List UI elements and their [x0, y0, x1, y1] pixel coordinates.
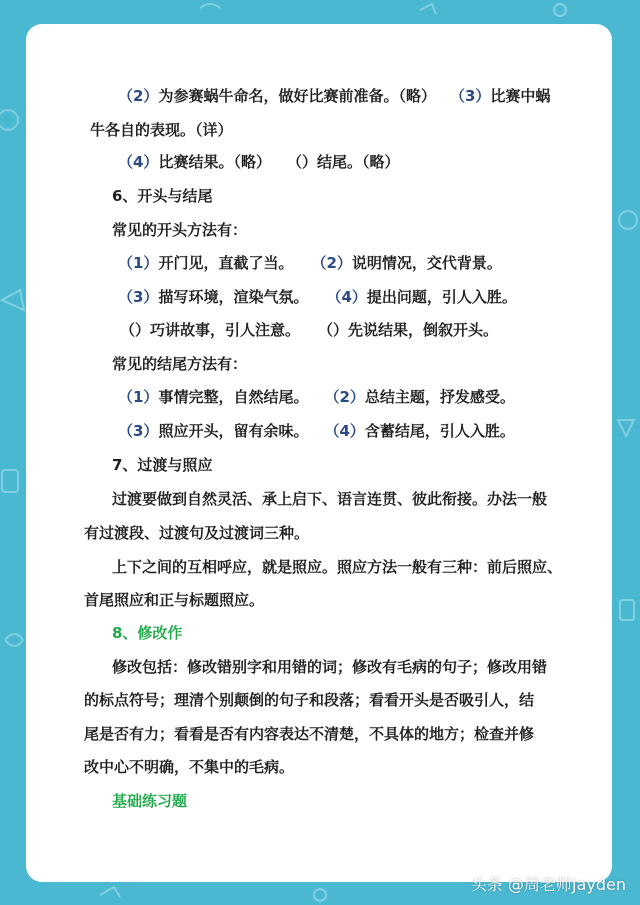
open-methods-title: 常见的开头方法有：	[112, 221, 248, 239]
item-number: （1）	[118, 254, 159, 272]
section-heading-7: 7、过渡与照应	[112, 456, 213, 474]
item-text: 事情完整，自然结尾。	[158, 388, 309, 406]
item-text: 提出问题，引人入胜。	[366, 288, 517, 306]
item-text: 开门见，直截了当。	[158, 254, 294, 272]
line-2: 牛各自的表现。（详）	[90, 121, 233, 139]
item-text: 比赛结果。（略）	[158, 153, 271, 171]
item-number: （2）	[118, 87, 159, 105]
open-row-1	[118, 253, 640, 273]
item-number: （4）	[326, 288, 367, 306]
item-text: 描写环境，渲染气氛。	[158, 288, 309, 306]
paragraph-echo-2: 首尾照应和正与标题照应。	[84, 591, 265, 609]
item-text: 总结主题，抒发感受。	[364, 388, 515, 406]
open-row-2	[118, 287, 640, 307]
item-number: （2）	[324, 388, 365, 406]
paragraph-echo-1: 上下之间的互相呼应，就是照应。照应方法一般有三种：前后照应、	[112, 558, 563, 576]
item-number: （4）	[118, 153, 159, 171]
section-heading-6: 6、开头与结尾	[112, 187, 213, 205]
item-text: 含蓄结尾，引人入胜。	[364, 422, 515, 440]
item-text: （）先说结果，倒叙开头。	[318, 321, 499, 339]
watermark: 头条 @周老师Jayden	[470, 875, 626, 894]
line-1	[118, 86, 640, 106]
document-card	[26, 24, 612, 882]
paragraph-transition-2: 有过渡段、过渡句及过渡词三种。	[84, 524, 310, 542]
paragraph-revise-2: 的标点符号；理清个别颠倒的句子和段落；看看开头是否吸引人，结	[84, 691, 535, 709]
paragraph-revise-3: 尾是否有力；看看是否有内容表达不清楚，不具体的地方；检查并修	[84, 725, 535, 743]
exercise-heading: 基础练习题	[112, 792, 188, 810]
item-number: （2）	[311, 254, 352, 272]
item-number: （1）	[118, 388, 159, 406]
item-text: 比赛中蜗	[490, 87, 551, 105]
item-number: （4）	[324, 422, 365, 440]
close-methods-title: 常见的结尾方法有：	[112, 355, 248, 373]
item-text: 照应开头，留有余味。	[158, 422, 309, 440]
section-heading-8: 8、修改作	[112, 624, 183, 642]
paragraph-transition-1: 过渡要做到自然灵活、承上启下、语言连贯、彼此衔接。办法一般	[112, 490, 548, 508]
item-text: （）结尾。（略）	[286, 153, 400, 171]
close-row-1	[118, 387, 640, 407]
item-number: （3）	[118, 422, 159, 440]
item-text: 说明情况，交代背景。	[351, 254, 502, 272]
item-number: （3）	[449, 87, 491, 105]
item-text: 为参赛蜗牛命名，做好比赛前准备。（略）	[158, 87, 436, 105]
open-row-3	[120, 320, 640, 340]
paragraph-revise-1: 修改包括：修改错别字和用错的词；修改有毛病的句子；修改用错	[112, 658, 548, 676]
close-row-2	[118, 421, 640, 441]
item-number: （3）	[118, 288, 159, 306]
item-text: （）巧讲故事，引人注意。	[120, 321, 301, 339]
paragraph-revise-4: 改中心不明确，不集中的毛病。	[84, 758, 295, 776]
line-3	[118, 152, 640, 172]
